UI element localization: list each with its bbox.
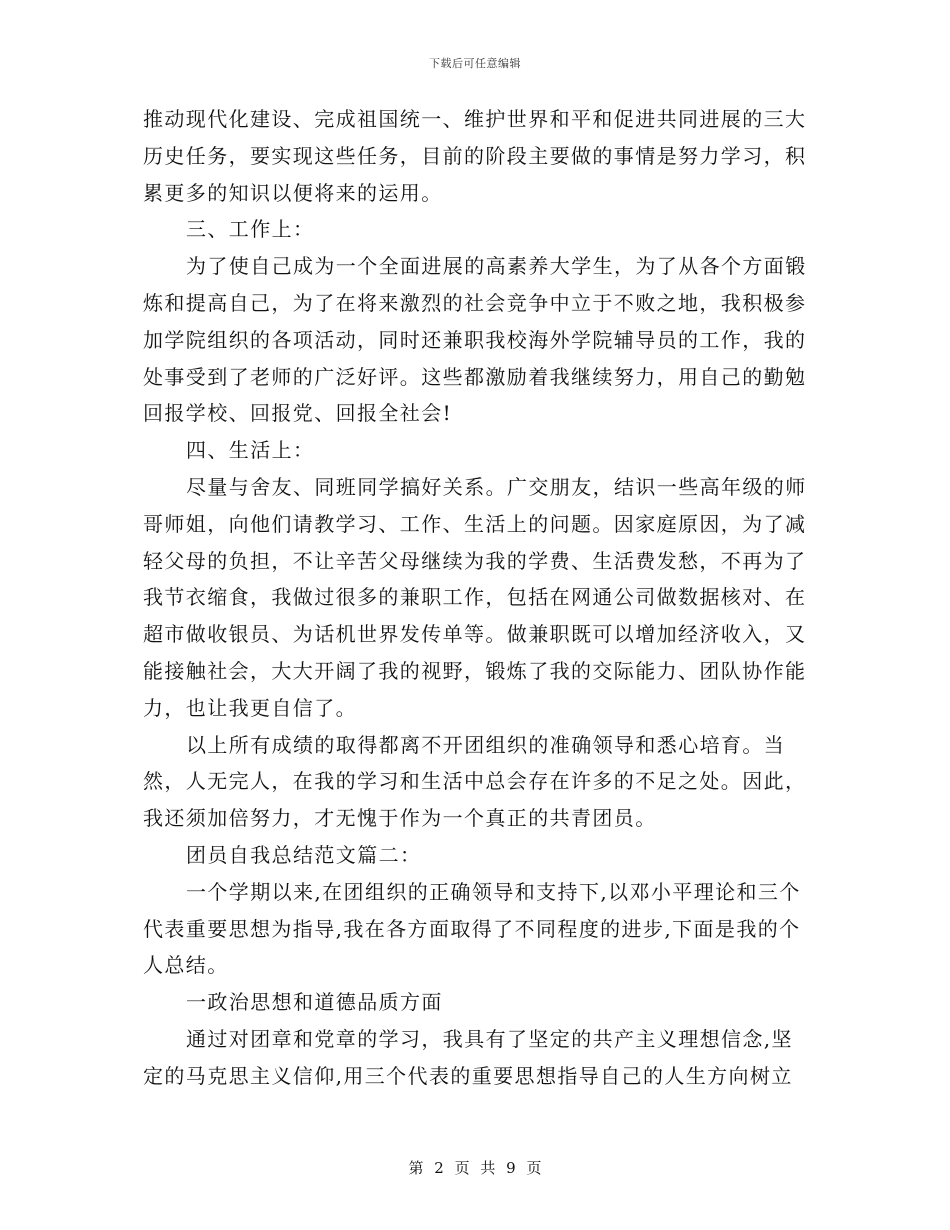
paragraph-conclusion: 以上所有成绩的取得都离不开团组织的准确领导和悉心培育。当然，人无完人，在我的学习和生活中总会存在许多的不足之处。因此，我还须加倍努力，才无愧于作为一个真正的共青团员。	[143, 732, 807, 831]
article-title-part-two: 团员自我总结范文篇二：	[186, 842, 422, 867]
paragraph-work: 为了使自己成为一个全面进展的高素养大学生，为了从各个方面锻炼和提高自己，为了在将来激烈的社会竞争中立于不败之地，我积极参加学院组织的各项活动，同时还兼职我校海外学院辅导员的工作，我的处事受到了老师的广泛好评。这些都激励着我继续努力，用自己的勤勉回报学校、回报党、回报全社会!	[143, 254, 807, 426]
section-heading-politics: 一政治思想和道德品质方面	[186, 990, 443, 1015]
page-number-footer: 第 2 页 共 9 页	[408, 1159, 542, 1177]
document-body	[143, 101, 807, 1095]
paragraph-1: 推动现代化建设、完成祖国统一、维护世界和平和促进共同进展的三大历史任务，要实现这些任务，目前的阶段主要做的事情是努力学习，积累更多的知识以便将来的运用。	[143, 107, 807, 205]
paragraph-politics: 通过对团章和党章的学习，我具有了坚定的共产主义理想信念,坚定的马克思主义信仰,用三个代表的重要思想指导自己的人生方向树立	[143, 1026, 793, 1088]
paragraph-intro-part-two: 一个学期以来,在团组织的正确领导和支持下,以邓小平理论和三个代表重要思想为指导,我在各方面取得了不同程度的进步,下面是我的个人总结。	[143, 879, 801, 978]
page-header: 下载后可任意编辑	[429, 57, 521, 70]
section-heading-work: 三、工作上：	[186, 217, 315, 242]
section-heading-life: 四、生活上：	[186, 438, 315, 463]
paragraph-life: 尽量与舍友、同班同学搞好关系。广交朋友，结识一些高年级的师哥师姐，向他们请教学习、工作、生活上的问题。因家庭原因，为了减轻父母的负担，不让辛苦父母继续为我的学费、生活费发愁，不再为了我节衣缩食，我做过很多的兼职工作，包括在网通公司做数据核对、在超市做收银员、为话机世界发传单等。做兼职既可以增加经济收入，又能接触社会，大大开阔了我的视野，锻炼了我的交际能力、团队协作能力，也让我更自信了。	[143, 474, 807, 720]
